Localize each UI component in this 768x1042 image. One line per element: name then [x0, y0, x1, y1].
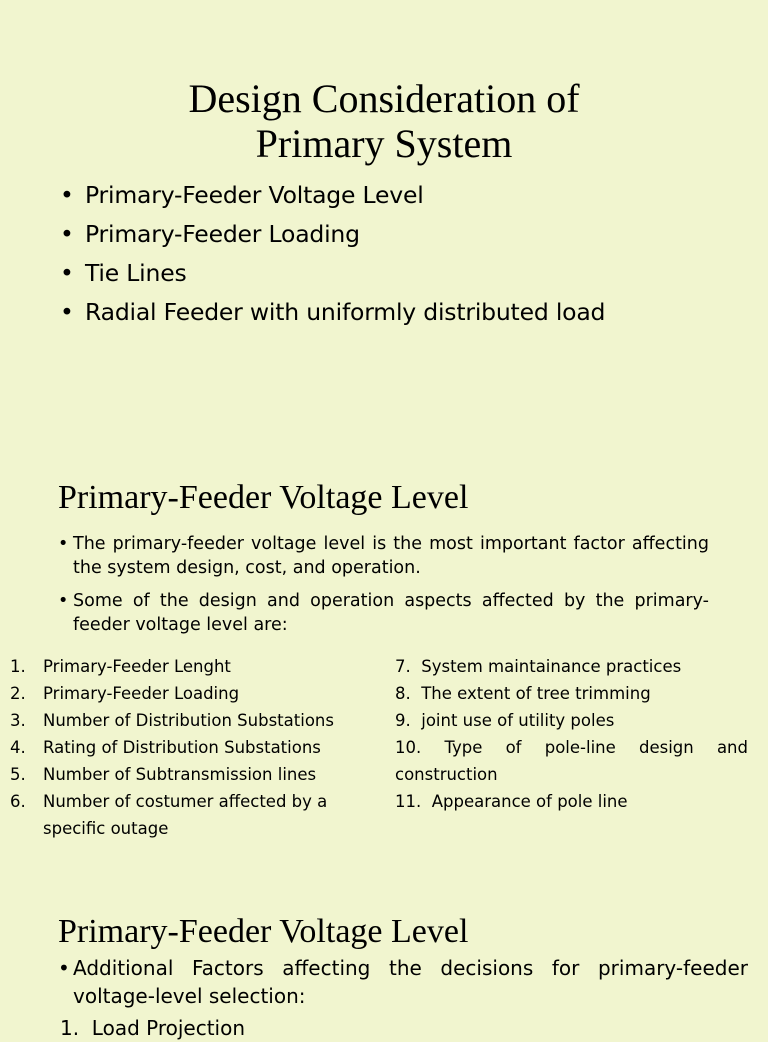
list-item-text: Primary-Feeder Lenght	[43, 657, 231, 676]
bullet-icon: •	[60, 181, 74, 209]
list-item-text: Number of costumer affected by a specific outage	[43, 792, 328, 838]
bullet-icon: •	[60, 298, 74, 326]
bullet-icon: •	[58, 956, 70, 980]
slide-1-title-line-1: Design Consideration of	[188, 76, 580, 121]
slide-1	[0, 0, 768, 360]
paragraph-text: Some of the design and operation aspects affected by the primary-feeder voltage level are:	[73, 591, 709, 635]
slide-2-title: Primary-Feeder Voltage Level	[58, 479, 469, 516]
list-item	[10, 734, 380, 761]
list-item-text: Rating of Distribution Substations	[43, 738, 321, 757]
list-item-text: Radial Feeder with uniformly distributed load	[85, 298, 606, 326]
slide-2-left-numbered-list	[10, 653, 380, 842]
slide-3-partial-list-item: 1. Load Projection	[60, 1016, 246, 1040]
list-item	[60, 254, 605, 293]
slide-2-paragraph-1	[58, 532, 709, 580]
list-item	[60, 176, 605, 215]
list-item-text: Primary-Feeder Loading	[43, 684, 240, 703]
slide-1-title-line-2: Primary System	[255, 121, 513, 166]
list-item	[10, 788, 380, 842]
list-item	[10, 707, 380, 734]
slide-1-title	[0, 76, 768, 166]
slide-3	[0, 900, 768, 1040]
slide-3-paragraph	[58, 954, 748, 1010]
bullet-icon: •	[58, 591, 69, 611]
bullet-icon: •	[60, 259, 74, 287]
paragraph-text: Additional Factors affecting the decisions for primary-feeder voltage-level selection:	[73, 956, 748, 1008]
list-item-text: Primary-Feeder Voltage Level	[85, 181, 424, 209]
paragraph-text: The primary-feeder voltage level is the most important factor affecting the system design, cost, and operation.	[73, 534, 709, 578]
slide-2-paragraph-2	[58, 589, 709, 637]
list-item: 9. joint use of utility poles	[395, 711, 615, 730]
list-item-text: Number of Distribution Substations	[43, 711, 334, 730]
slide-2-right-numbered-list	[395, 653, 748, 815]
slide-2	[0, 452, 768, 844]
list-item-number: 1.	[10, 657, 26, 676]
slide-3-title: Primary-Feeder Voltage Level	[58, 913, 469, 950]
list-item-text: Number of Subtransmission lines	[43, 765, 317, 784]
list-item	[10, 761, 380, 788]
list-item-number: 5.	[10, 765, 26, 784]
list-item-number: 2.	[10, 684, 26, 703]
list-item: 10. Type of pole-line design and construction	[395, 738, 748, 784]
list-item	[60, 293, 605, 332]
list-item: 8. The extent of tree trimming	[395, 684, 651, 703]
list-item	[10, 680, 380, 707]
list-item-text: Primary-Feeder Loading	[85, 220, 360, 248]
list-item: 11. Appearance of pole line	[395, 792, 628, 811]
slide-1-bullet-list	[60, 176, 605, 332]
list-item-number: 4.	[10, 738, 26, 757]
list-item: 7. System maintainance practices	[395, 657, 682, 676]
list-item	[10, 653, 380, 680]
list-item-number: 3.	[10, 711, 26, 730]
bullet-icon: •	[58, 534, 69, 554]
bullet-icon: •	[60, 220, 74, 248]
list-item-number: 6.	[10, 792, 26, 811]
list-item	[60, 215, 605, 254]
list-item-text: Tie Lines	[85, 259, 187, 287]
